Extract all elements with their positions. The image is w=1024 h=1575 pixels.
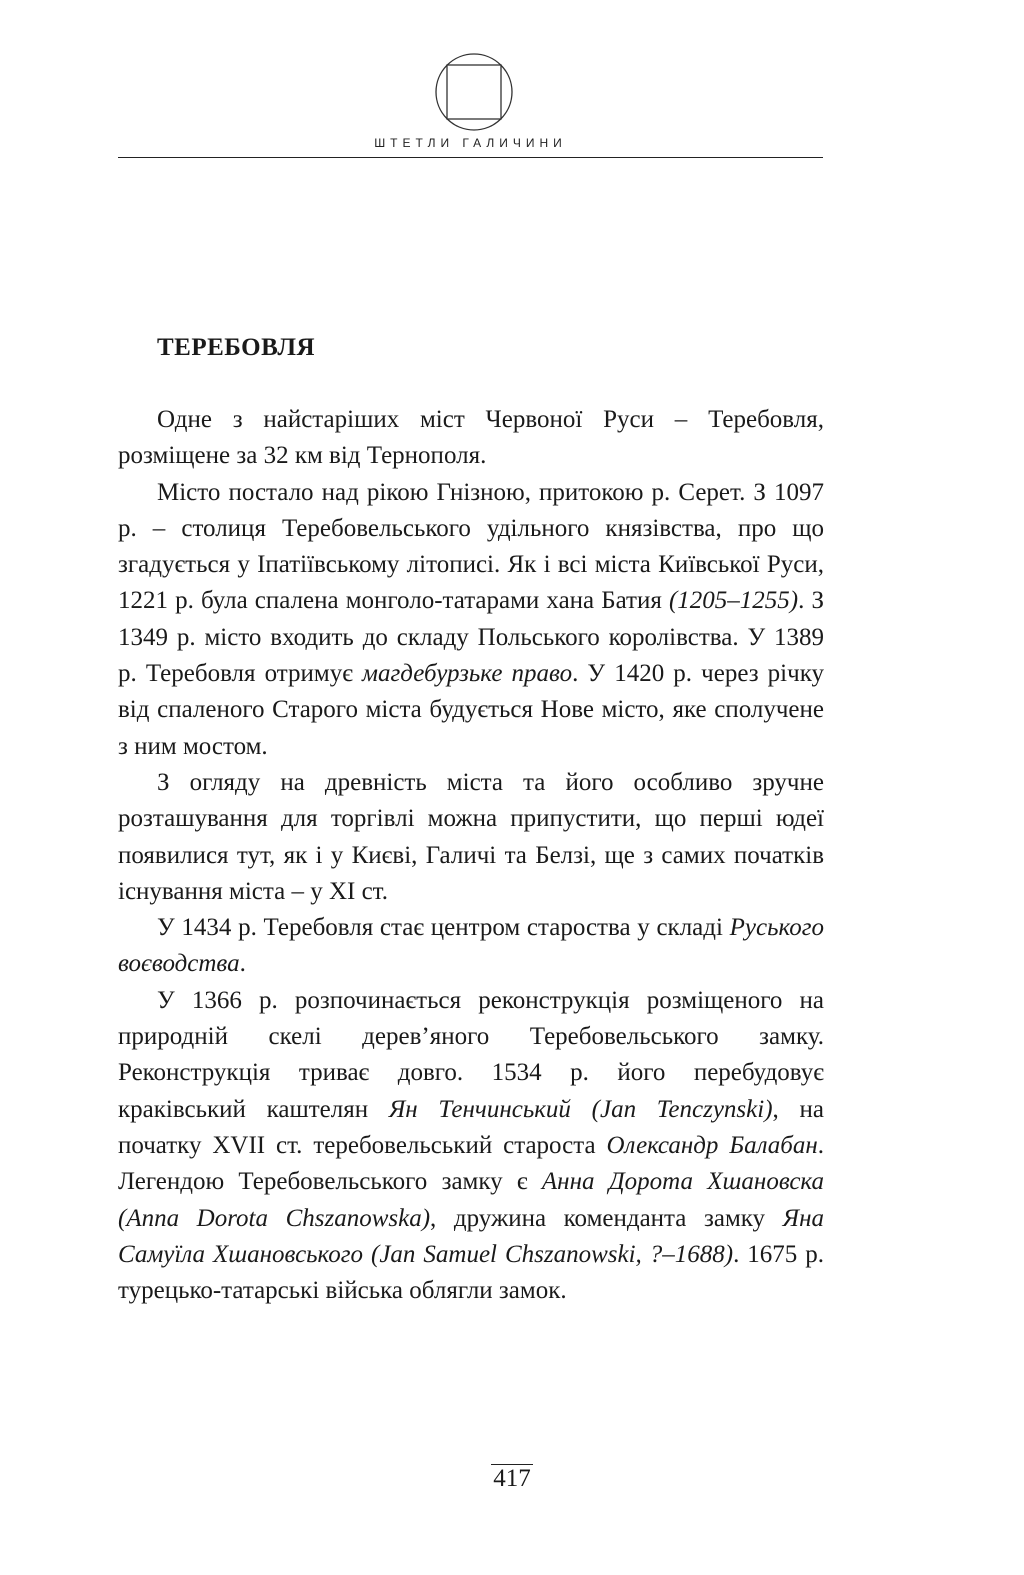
paragraph: У 1366 р. розпочинається реконструкція розміщеного на природній скелі дерев’яного Теребовельського замку. Реконструкція триває довго. 1534 р. його перебудовує краківський каштелян Ян Тенчинський (Jan Tenczynski), на початку XVII ст. теребовельський староста Олександр Балабан. Легендою Теребовельського замку є Анна Дорота Хшановска (Anna Dorota Chszanowska), дружина коменданта замку Яна Самуїла Хшановського (Jan Samuel Chszanowski, ?–1688). 1675 р. турецько-татарські війська облягли замок. — [118, 986, 825, 1305]
italic-term: магдебурзьке право — [362, 660, 573, 688]
paragraph: Одне з найстаріших міст Червоної Руси – Теребовля, розміщене за 32 км від Тернополя. — [118, 406, 824, 470]
page-number-wrap — [0, 1465, 1024, 1493]
page-number: 417 — [493, 1465, 531, 1492]
italic-dates: (1205–1255) — [668, 587, 799, 615]
paragraph: Місто постало над рікою Гнізною, притокою р. Серет. З 1097 р. – столиця Теребовельського удільного князівства, про що згадується у Іпатіївському літописі. Як і всі міста Київської Руси, 1221 р. була спалена монголо-татарами хана Батия (1205–1255). З 1349 р. місто входить до складу Польського королівства. У 1389 р. Теребовля отримує магдебурзьке право. У 1420 р. через річку від спаленого Старого міста будується Нове місто, яке сполучене з ним мостом. — [118, 478, 824, 760]
paragraph: З огляду на древність міста та його особливо зручне розташування для торгівлі можна припустити, що перші юдеї появилися тут, як і у Києві, Галичі та Белзі, ще з самих початків існування міста – у XI ст. — [118, 768, 824, 905]
italic-name: Ян Тенчинський (Jan Tenczynski) — [388, 1095, 773, 1123]
circle-square-emblem-icon — [434, 52, 514, 132]
body-text — [118, 402, 824, 1309]
italic-name: Яна Самуїла Хшановського (Jan Samuel Chszanowski, ?–1688) — [118, 1204, 824, 1268]
italic-name: Анна Дорота Хшановска (Anna Dorota Chszanowska) — [118, 1168, 825, 1232]
italic-name: Олександр Балабан — [606, 1131, 818, 1159]
chapter-title: ТЕРЕБОВЛЯ — [157, 334, 316, 361]
paragraph: У 1434 р. Теребовля стає центром староства у складі Руського воєводства. — [118, 914, 824, 978]
header-divider — [118, 157, 823, 158]
running-header: ШТЕТЛИ ГАЛИЧИНИ — [374, 136, 567, 150]
italic-term: Руського воєводства — [118, 914, 824, 978]
